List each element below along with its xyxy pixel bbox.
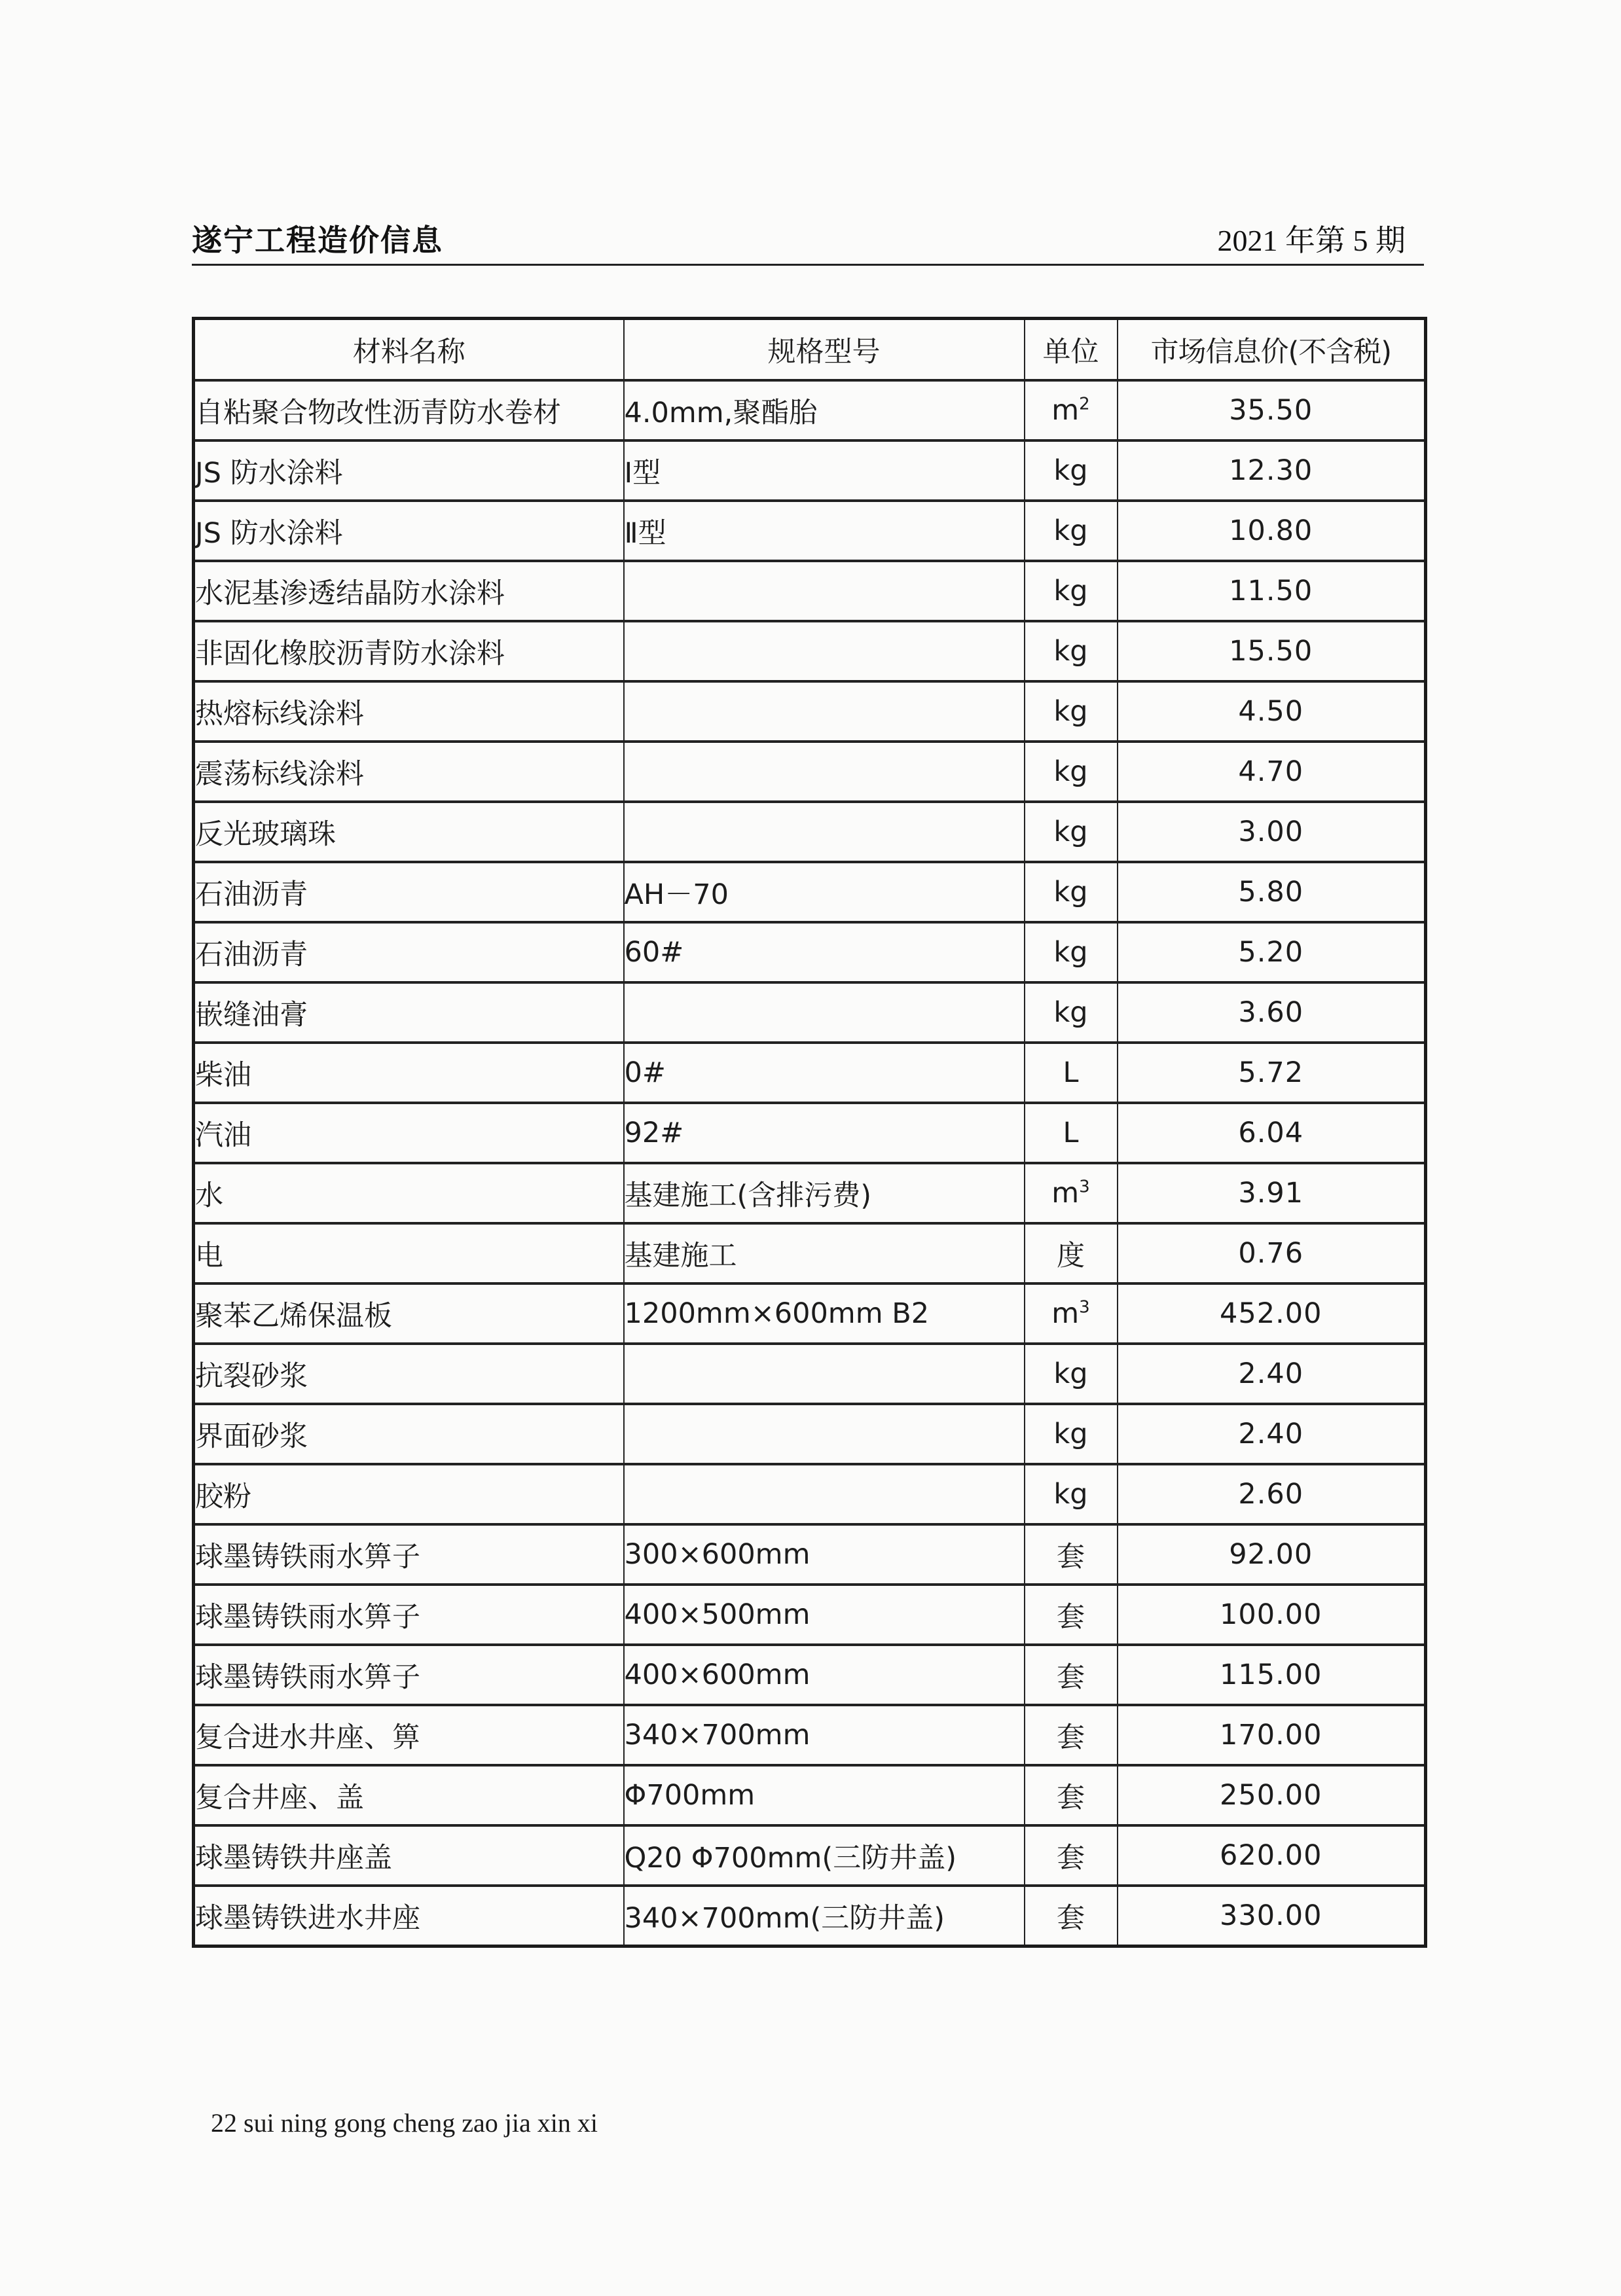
unit-base: 套 [1057, 1901, 1085, 1935]
table-row [194, 1765, 1426, 1825]
spec: 340×700mm(三防井盖) [624, 1886, 1025, 1946]
price: 115.00 [1118, 1645, 1426, 1705]
unit [1025, 1524, 1118, 1585]
header-price: 市场信息价(不含税) [1118, 319, 1426, 381]
unit [1025, 1163, 1118, 1223]
unit-base: 套 [1057, 1841, 1085, 1874]
unit [1025, 922, 1118, 982]
unit [1025, 561, 1118, 621]
spec: Φ700mm [624, 1765, 1025, 1825]
table-row [194, 1043, 1426, 1103]
spec: Q20 Φ700mm(三防井盖) [624, 1825, 1025, 1886]
unit [1025, 1705, 1118, 1765]
material-name: 复合井座、盖 [194, 1765, 624, 1825]
material-name: 汽油 [194, 1103, 624, 1163]
table-row [194, 501, 1426, 561]
material-name: 球墨铸铁雨水箅子 [194, 1585, 624, 1645]
material-name: 自粘聚合物改性沥青防水卷材 [194, 380, 624, 440]
unit-base: kg [1053, 996, 1088, 1029]
material-name: 反光玻璃珠 [194, 802, 624, 862]
spec: 400×600mm [624, 1645, 1025, 1705]
price: 11.50 [1118, 561, 1426, 621]
unit-base: kg [1053, 575, 1088, 607]
unit-exponent: 3 [1079, 1177, 1090, 1197]
table-row [194, 1404, 1426, 1464]
material-name: 胶粉 [194, 1464, 624, 1524]
unit [1025, 862, 1118, 922]
table-row [194, 380, 1426, 440]
price: 5.72 [1118, 1043, 1426, 1103]
price: 15.50 [1118, 621, 1426, 681]
spec: 基建施工(含排污费) [624, 1163, 1025, 1223]
material-name: 震荡标线涂料 [194, 742, 624, 802]
price: 92.00 [1118, 1524, 1426, 1585]
header-spec: 规格型号 [624, 319, 1025, 381]
spec: 340×700mm [624, 1705, 1025, 1765]
unit-base: 套 [1057, 1540, 1085, 1573]
price: 250.00 [1118, 1765, 1426, 1825]
spec [624, 742, 1025, 802]
table-row [194, 1825, 1426, 1886]
price: 170.00 [1118, 1705, 1426, 1765]
spec: Ⅰ型 [624, 440, 1025, 501]
price: 3.91 [1118, 1163, 1426, 1223]
unit-base: 套 [1057, 1721, 1085, 1754]
unit [1025, 1283, 1118, 1344]
spec: 92# [624, 1103, 1025, 1163]
unit-base: kg [1053, 1357, 1088, 1390]
unit [1025, 1103, 1118, 1163]
table-body [194, 380, 1426, 1946]
unit-base: kg [1053, 635, 1088, 668]
table-row [194, 862, 1426, 922]
unit-base: kg [1053, 454, 1088, 487]
unit-exponent: 3 [1079, 1297, 1090, 1318]
unit-base: 套 [1057, 1660, 1085, 1694]
issue-label: 2021 年第 5 期 [1217, 224, 1406, 257]
spec [624, 681, 1025, 742]
price: 452.00 [1118, 1283, 1426, 1344]
unit [1025, 1344, 1118, 1404]
table-row [194, 440, 1426, 501]
unit [1025, 1223, 1118, 1283]
material-name: 热熔标线涂料 [194, 681, 624, 742]
price: 100.00 [1118, 1585, 1426, 1645]
material-name: 石油沥青 [194, 862, 624, 922]
spec: 300×600mm [624, 1524, 1025, 1585]
footer-pinyin-title: sui ning gong cheng zao jia xin xi [244, 2108, 598, 2138]
table-row [194, 1344, 1426, 1404]
material-name: 球墨铸铁雨水箅子 [194, 1524, 624, 1585]
price: 3.60 [1118, 982, 1426, 1043]
table-row [194, 1283, 1426, 1344]
unit [1025, 1765, 1118, 1825]
material-name: 球墨铸铁井座盖 [194, 1825, 624, 1886]
spec: 60# [624, 922, 1025, 982]
unit [1025, 501, 1118, 561]
spec [624, 621, 1025, 681]
unit-base: 套 [1057, 1600, 1085, 1634]
unit [1025, 982, 1118, 1043]
unit-base: 套 [1057, 1781, 1085, 1814]
table-row [194, 802, 1426, 862]
unit-base: kg [1053, 876, 1088, 908]
price: 330.00 [1118, 1886, 1426, 1946]
price: 0.76 [1118, 1223, 1426, 1283]
price: 12.30 [1118, 440, 1426, 501]
table-row [194, 1585, 1426, 1645]
unit-base: L [1063, 1117, 1079, 1149]
material-name: 水泥基渗透结晶防水涂料 [194, 561, 624, 621]
unit-base: kg [1053, 816, 1088, 848]
unit [1025, 681, 1118, 742]
page-number: 22 [211, 2108, 237, 2138]
unit [1025, 1825, 1118, 1886]
price: 5.80 [1118, 862, 1426, 922]
page-footer [211, 2108, 598, 2138]
spec [624, 802, 1025, 862]
table-row [194, 922, 1426, 982]
unit-base: kg [1053, 755, 1088, 788]
unit-base: 度 [1057, 1239, 1085, 1272]
unit [1025, 802, 1118, 862]
unit [1025, 1043, 1118, 1103]
unit [1025, 1886, 1118, 1946]
unit-base: kg [1053, 514, 1088, 547]
material-name: JS 防水涂料 [194, 440, 624, 501]
spec [624, 982, 1025, 1043]
table-row [194, 1464, 1426, 1524]
price: 2.60 [1118, 1464, 1426, 1524]
table-row [194, 1645, 1426, 1705]
table-header-row [194, 319, 1426, 381]
unit-base: m [1051, 1177, 1080, 1210]
spec: 基建施工 [624, 1223, 1025, 1283]
material-name: 复合进水井座、箅 [194, 1705, 624, 1765]
unit [1025, 621, 1118, 681]
material-name: 水 [194, 1163, 624, 1223]
price: 3.00 [1118, 802, 1426, 862]
unit-base: m [1051, 1297, 1080, 1330]
table-row [194, 1886, 1426, 1946]
journal-title: 遂宁工程造价信息 [192, 223, 443, 258]
spec [624, 1464, 1025, 1524]
price: 2.40 [1118, 1344, 1426, 1404]
spec [624, 561, 1025, 621]
spec [624, 1344, 1025, 1404]
spec: 0# [624, 1043, 1025, 1103]
material-name: 电 [194, 1223, 624, 1283]
table-row [194, 1705, 1426, 1765]
table-row [194, 742, 1426, 802]
table-row [194, 561, 1426, 621]
material-name: JS 防水涂料 [194, 501, 624, 561]
unit-base: kg [1053, 936, 1088, 969]
unit [1025, 742, 1118, 802]
unit-base: kg [1053, 1478, 1088, 1511]
price: 10.80 [1118, 501, 1426, 561]
price: 4.50 [1118, 681, 1426, 742]
material-name: 柴油 [194, 1043, 624, 1103]
table-row [194, 1524, 1426, 1585]
unit-base: L [1063, 1056, 1079, 1089]
price: 2.40 [1118, 1404, 1426, 1464]
unit [1025, 1645, 1118, 1705]
spec: 1200mm×600mm B2 [624, 1283, 1025, 1344]
unit [1025, 380, 1118, 440]
material-name: 球墨铸铁雨水箅子 [194, 1645, 624, 1705]
header-unit: 单位 [1025, 319, 1118, 381]
material-name: 非固化橡胶沥青防水涂料 [194, 621, 624, 681]
table-row [194, 621, 1426, 681]
material-name: 界面砂浆 [194, 1404, 624, 1464]
price: 6.04 [1118, 1103, 1426, 1163]
table-row [194, 1223, 1426, 1283]
table-row [194, 982, 1426, 1043]
spec: AH－70 [624, 862, 1025, 922]
material-name: 石油沥青 [194, 922, 624, 982]
unit-base: kg [1053, 1418, 1088, 1450]
header-material-name: 材料名称 [194, 319, 624, 381]
spec: 400×500mm [624, 1585, 1025, 1645]
unit-exponent: 2 [1079, 394, 1090, 414]
table-row [194, 1103, 1426, 1163]
table-row [194, 1163, 1426, 1223]
spec [624, 1404, 1025, 1464]
unit-base: kg [1053, 695, 1088, 728]
spec: 4.0mm,聚酯胎 [624, 380, 1025, 440]
unit [1025, 440, 1118, 501]
material-name: 聚苯乙烯保温板 [194, 1283, 624, 1344]
price-table [192, 317, 1427, 1948]
price: 4.70 [1118, 742, 1426, 802]
unit [1025, 1464, 1118, 1524]
price: 35.50 [1118, 380, 1426, 440]
unit-base: m [1051, 394, 1080, 427]
material-name: 球墨铸铁进水井座 [194, 1886, 624, 1946]
running-head [192, 213, 1424, 266]
material-name: 嵌缝油膏 [194, 982, 624, 1043]
material-name: 抗裂砂浆 [194, 1344, 624, 1404]
price: 5.20 [1118, 922, 1426, 982]
unit [1025, 1404, 1118, 1464]
spec: Ⅱ型 [624, 501, 1025, 561]
price: 620.00 [1118, 1825, 1426, 1886]
unit [1025, 1585, 1118, 1645]
table-row [194, 681, 1426, 742]
